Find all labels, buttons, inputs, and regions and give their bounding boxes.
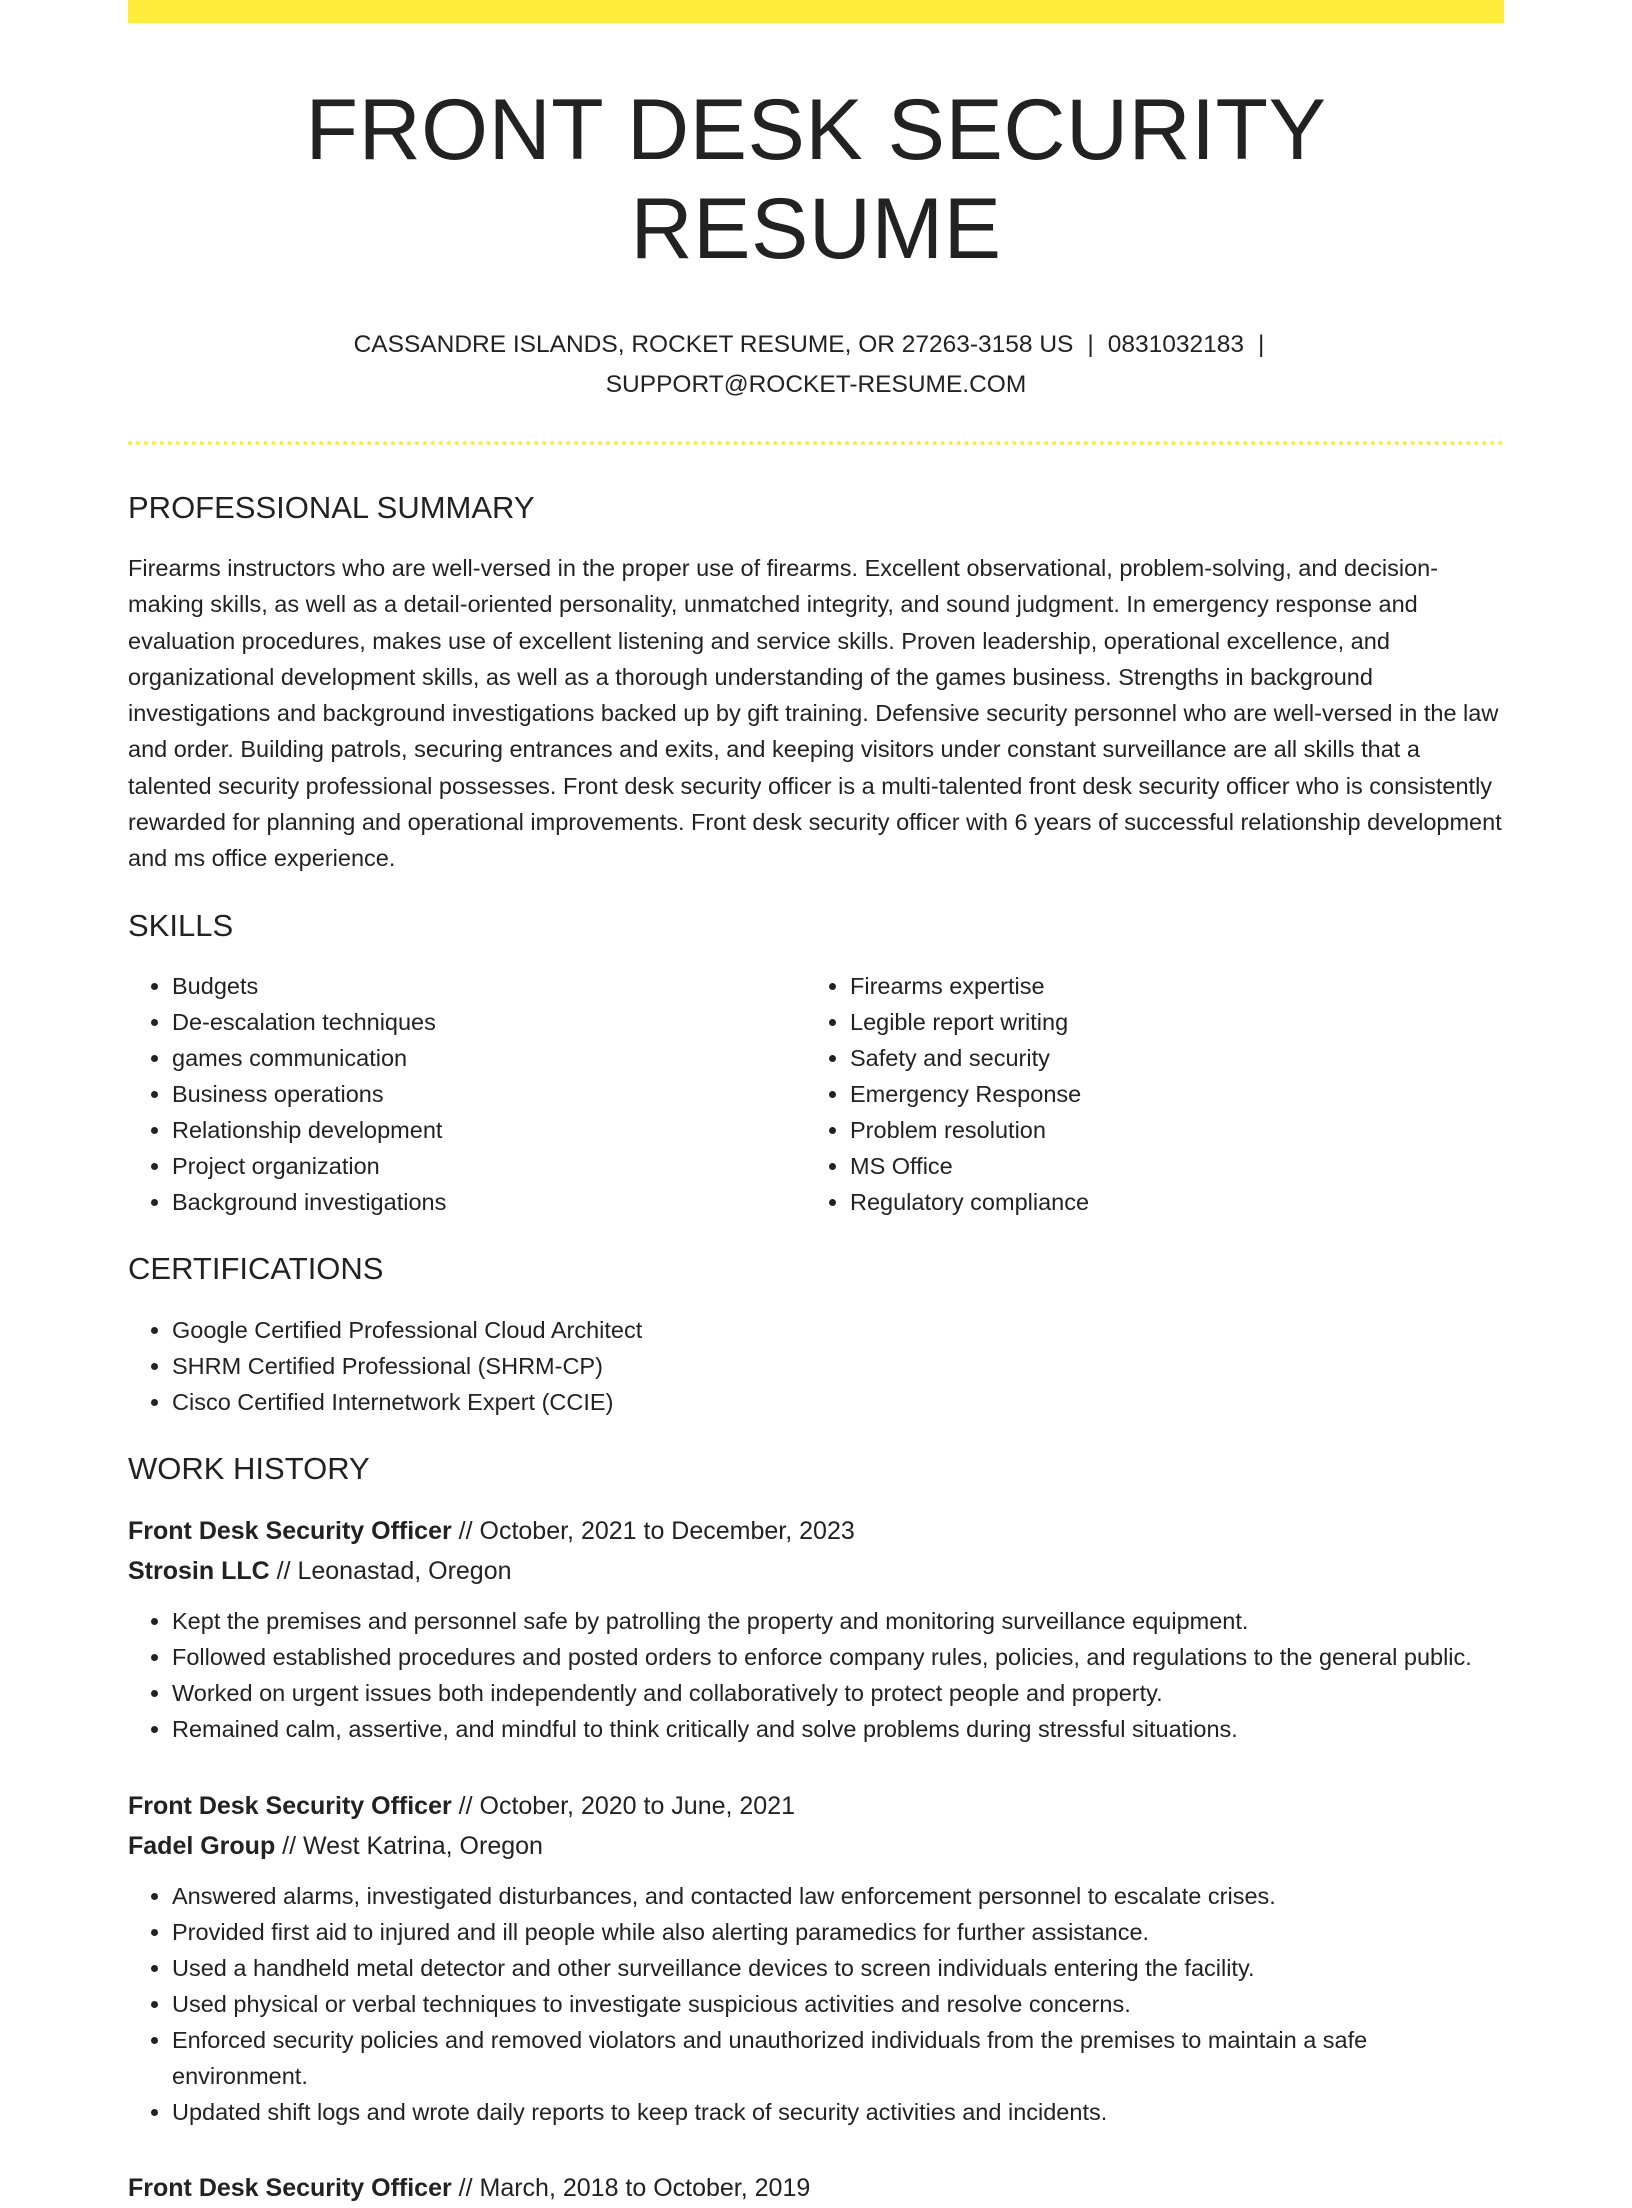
- job-location: // West Katrina, Oregon: [275, 1831, 543, 1860]
- certifications-list: [128, 1312, 1504, 1420]
- job-duty: • Updated shift logs and wrote daily reports to keep track of security activities and incidents.: [172, 2094, 1504, 2130]
- job-company: Strosin LLC: [128, 1557, 270, 1586]
- job-duty: • Answered alarms, investigated disturbances, and contacted law enforcement personnel to escalate crises.: [172, 1878, 1504, 1914]
- skill-item: • games communication: [172, 1040, 806, 1076]
- certification-item: • Google Certified Professional Cloud Architect: [172, 1312, 1504, 1348]
- accent-bar: [128, 0, 1504, 23]
- job-entry: [128, 1786, 1504, 2131]
- skill-item: • Regulatory compliance: [850, 1184, 1484, 1220]
- job-duties-list: [128, 1878, 1504, 2131]
- contact-email: SUPPORT@ROCKET-RESUME.COM: [605, 370, 1027, 398]
- resume-title: FRONT DESK SECURITY RESUME: [305, 82, 1327, 277]
- job-duty: • Used physical or verbal techniques to investigate suspicious activities and resolve concerns.: [172, 1986, 1504, 2022]
- job-duty: • Kept the premises and personnel safe by patrolling the property and monitoring surveillance equipment.: [172, 1603, 1504, 1639]
- job-title: Front Desk Security Officer: [128, 1791, 452, 1820]
- job-duty: • Used a handheld metal detector and other surveillance devices to screen individuals entering the facility.: [172, 1950, 1504, 1986]
- certification-item: • SHRM Certified Professional (SHRM-CP): [172, 1348, 1504, 1384]
- skill-item: • Emergency Response: [850, 1076, 1484, 1112]
- contact-info: [316, 325, 1316, 405]
- section-heading-skills: SKILLS: [128, 907, 234, 943]
- skills-list-right: [806, 968, 1484, 1221]
- skill-item: • Firearms expertise: [850, 968, 1484, 1004]
- section-heading-work-history: WORK HISTORY: [128, 1450, 370, 1486]
- skill-item: • MS Office: [850, 1148, 1484, 1184]
- job-company: Fadel Group: [128, 1831, 276, 1860]
- job-duty: • Followed established procedures and posted orders to enforce company rules, policies, and regulations to the general public.: [172, 1639, 1504, 1675]
- skills-list-left: [128, 968, 806, 1221]
- skill-item: • Legible report writing: [850, 1004, 1484, 1040]
- job-duty: • Remained calm, assertive, and mindful to think critically and solve problems during stressful situations.: [172, 1711, 1504, 1747]
- summary-text: Firearms instructors who are well-versed in the proper use of firearms. Excellent observational, problem-solving, and decision-making skills, as well as a detail-oriented personality, unmatched integrity, and sound judgment. In emergency response and evaluation procedures, makes use of excellent listening and service skills. Proven leadership, operational excellence, and organizational development skills, as well as a thorough understanding of the games business. Strengths in background investigations and background investigations backed up by gift training. Defensive security personnel who are well-versed in the law and order. Building patrols, securing entrances and exits, and keeping visitors under constant surveillance are all skills that a talented security professional possesses. Front desk security officer is a multi-talented front desk security officer who is consistently rewarded for planning and operational improvements. Front desk security officer with 6 years of successful relationship development and ms office experience.: [128, 554, 1502, 872]
- skill-item: • Relationship development: [172, 1112, 806, 1148]
- contact-phone: 0831032183: [1107, 330, 1245, 358]
- job-dates: // October, 2020 to June, 2021: [451, 1791, 796, 1820]
- job-title-line: [128, 2168, 1504, 2208]
- skills-columns: [128, 968, 1504, 1221]
- skill-item: • Problem resolution: [850, 1112, 1484, 1148]
- section-heading-summary: PROFESSIONAL SUMMARY: [128, 489, 535, 525]
- job-dates: // March, 2018 to October, 2019: [451, 2174, 811, 2203]
- job-entry: [128, 1511, 1504, 1747]
- certification-item: • Cisco Certified Internetwork Expert (CCIE): [172, 1384, 1504, 1420]
- contact-separator: |: [1258, 330, 1265, 358]
- job-duty: • Enforced security policies and removed violators and unauthorized individuals from the premises to maintain a safe environment.: [172, 2022, 1504, 2094]
- job-title: Front Desk Security Officer: [128, 2174, 452, 2203]
- skill-item: • Budgets: [172, 968, 806, 1004]
- skill-item: • Safety and security: [850, 1040, 1484, 1076]
- section-heading-certifications: CERTIFICATIONS: [128, 1251, 384, 1287]
- job-duties-list: [128, 1603, 1504, 1747]
- job-duty: • Worked on urgent issues both independently and collaboratively to protect people and property.: [172, 1675, 1504, 1711]
- resume-content: [128, 23, 1504, 2208]
- skill-item: • Background investigations: [172, 1184, 806, 1220]
- skill-item: • De-escalation techniques: [172, 1004, 806, 1040]
- job-entry: [128, 2168, 1504, 2208]
- skill-item: • Project organization: [172, 1148, 806, 1184]
- job-duty: • Provided first aid to injured and ill people while also alerting paramedics for further assistance.: [172, 1914, 1504, 1950]
- job-company-line: [128, 1826, 1504, 1866]
- job-title: Front Desk Security Officer: [128, 1517, 452, 1546]
- job-company-line: [128, 1551, 1504, 1591]
- contact-address: CASSANDRE ISLANDS, ROCKET RESUME, OR 27263-3158 US: [353, 330, 1074, 358]
- job-location: // Leonastad, Oregon: [269, 1557, 512, 1586]
- job-title-line: [128, 1786, 1504, 1826]
- contact-separator: |: [1087, 330, 1094, 358]
- job-title-line: [128, 1511, 1504, 1551]
- skill-item: • Business operations: [172, 1076, 806, 1112]
- job-dates: // October, 2021 to December, 2023: [451, 1517, 855, 1546]
- dotted-divider: [128, 441, 1504, 445]
